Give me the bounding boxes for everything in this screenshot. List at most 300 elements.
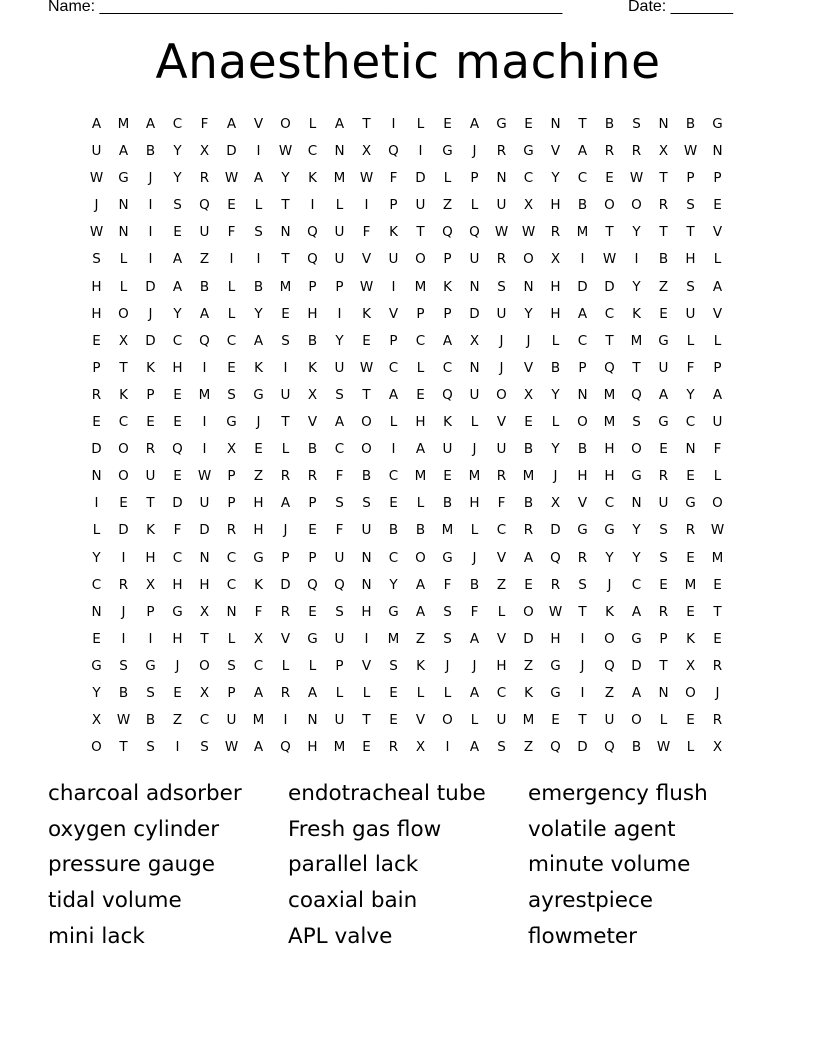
grid-letter: X: [253, 630, 264, 647]
grid-letter: P: [659, 630, 668, 647]
grid-letter: M: [630, 332, 643, 349]
grid-letter: E: [389, 712, 398, 729]
grid-letter: U: [658, 495, 669, 512]
grid-letter: W: [359, 359, 374, 376]
grid-letter: J: [283, 522, 288, 539]
grid-letter: G: [91, 657, 102, 674]
grid-letter: O: [118, 468, 129, 485]
grid-letter: B: [685, 116, 696, 132]
grid-letter: U: [199, 224, 210, 241]
grid-letter: D: [118, 522, 129, 539]
grid-letter: J: [715, 684, 720, 701]
grid-letter: A: [712, 278, 723, 295]
grid-letter: Z: [199, 251, 210, 268]
grid-letter: U: [469, 251, 480, 268]
grid-letter: O: [604, 630, 615, 647]
grid-letter: E: [173, 468, 182, 485]
grid-letter: X: [658, 143, 669, 160]
grid-letter: E: [389, 684, 398, 701]
grid-letter: S: [632, 116, 641, 132]
grid-letter: G: [631, 630, 642, 647]
grid-letter: W: [116, 712, 131, 729]
grid-letter: A: [172, 278, 183, 295]
word-item: endotracheal tube: [288, 781, 486, 806]
name-field: Name: ____________________________________________________: [48, 0, 563, 15]
grid-letter: I: [283, 712, 288, 729]
grid-letter: E: [308, 603, 317, 620]
grid-letter: E: [713, 630, 722, 647]
grid-letter: K: [254, 359, 263, 376]
grid-letter: N: [469, 278, 480, 295]
grid-letter: Y: [335, 332, 344, 349]
grid-letter: S: [443, 603, 452, 620]
grid-letter: D: [469, 305, 480, 322]
grid-letter: L: [281, 441, 290, 458]
grid-letter: M: [198, 386, 211, 403]
grid-letter: N: [523, 278, 534, 295]
grid-letter: E: [119, 495, 128, 512]
grid-letter: Y: [173, 143, 182, 160]
grid-letter: O: [523, 603, 534, 620]
grid-letter: E: [443, 468, 452, 485]
grid-letter: R: [604, 143, 615, 160]
grid-letter: W: [521, 224, 536, 241]
word-list-row: [48, 883, 768, 919]
grid-row: [83, 707, 731, 734]
grid-letter: Y: [605, 549, 614, 566]
grid-letter: R: [145, 441, 156, 458]
grid-letter: H: [604, 468, 615, 485]
grid-letter: V: [415, 712, 426, 729]
grid-letter: E: [362, 739, 371, 756]
word-item: parallel lack: [288, 852, 419, 878]
grid-letter: R: [118, 576, 129, 593]
grid-letter: E: [686, 549, 695, 566]
word-item: volatile agent: [528, 816, 676, 842]
grid-letter: F: [389, 170, 398, 187]
grid-letter: L: [443, 684, 452, 701]
grid-letter: Q: [604, 739, 615, 756]
grid-letter: G: [253, 386, 264, 403]
grid-letter: J: [472, 441, 477, 458]
grid-letter: V: [496, 549, 507, 566]
grid-letter: B: [145, 143, 156, 160]
grid-letter: C: [172, 549, 183, 566]
grid-letter: P: [308, 278, 317, 295]
grid-letter: G: [523, 143, 534, 160]
grid-letter: A: [253, 332, 264, 349]
grid-row: [83, 328, 731, 355]
grid-letter: O: [118, 441, 129, 458]
grid-letter: I: [391, 441, 396, 458]
grid-letter: X: [415, 739, 426, 756]
grid-letter: E: [146, 414, 155, 431]
grid-letter: B: [388, 522, 399, 539]
grid-letter: A: [712, 386, 723, 403]
grid-letter: N: [199, 549, 210, 566]
grid-letter: P: [227, 495, 236, 512]
grid-letter: I: [202, 414, 207, 431]
word-item: APL valve: [288, 923, 393, 949]
grid-letter: R: [280, 468, 291, 485]
grid-letter: R: [496, 143, 507, 160]
grid-letter: X: [712, 739, 723, 756]
grid-letter: I: [445, 739, 450, 756]
grid-letter: U: [145, 468, 156, 485]
grid-letter: Y: [551, 170, 560, 187]
grid-letter: E: [173, 224, 182, 241]
grid-letter: R: [550, 224, 561, 241]
grid-letter: I: [148, 630, 153, 647]
grid-letter: X: [469, 332, 480, 349]
grid-letter: X: [307, 386, 318, 403]
grid-letter: L: [335, 684, 344, 701]
grid-letter: D: [280, 576, 291, 593]
grid-row: [83, 545, 731, 572]
grid-letter: N: [91, 603, 102, 620]
grid-letter: A: [199, 305, 210, 322]
grid-letter: E: [686, 712, 695, 729]
grid-letter: B: [307, 332, 318, 349]
grid-letter: K: [686, 630, 695, 647]
grid-letter: X: [523, 197, 534, 214]
grid-letter: E: [92, 332, 101, 349]
grid-letter: U: [334, 359, 345, 376]
grid-letter: D: [577, 739, 588, 756]
grid-letter: G: [118, 170, 129, 187]
grid-letter: L: [497, 603, 506, 620]
grid-letter: U: [658, 359, 669, 376]
grid-letter: W: [197, 468, 212, 485]
grid-letter: P: [335, 657, 344, 674]
grid-letter: A: [469, 116, 480, 132]
grid-letter: J: [148, 305, 153, 322]
grid-letter: X: [550, 495, 561, 512]
grid-letter: K: [308, 170, 317, 187]
grid-letter: W: [683, 143, 698, 160]
grid-letter: B: [145, 712, 156, 729]
grid-letter: L: [335, 197, 344, 214]
grid-letter: E: [227, 197, 236, 214]
grid-row: [83, 382, 731, 409]
grid-letter: Y: [281, 170, 290, 187]
grid-letter: A: [658, 386, 669, 403]
grid-letter: H: [307, 739, 318, 756]
grid-letter: O: [685, 684, 696, 701]
grid-letter: Q: [604, 359, 615, 376]
grid-row: [83, 463, 731, 490]
grid-letter: R: [91, 386, 102, 403]
grid-letter: G: [550, 657, 561, 674]
grid-letter: V: [577, 495, 588, 512]
grid-letter: S: [497, 739, 506, 756]
grid-letter: A: [226, 116, 237, 132]
grid-letter: U: [469, 386, 480, 403]
grid-letter: B: [415, 522, 426, 539]
grid-letter: H: [550, 278, 561, 295]
grid-letter: J: [499, 332, 504, 349]
grid-letter: F: [497, 495, 506, 512]
grid-letter: U: [334, 224, 345, 241]
grid-letter: U: [496, 305, 507, 322]
grid-letter: E: [605, 170, 614, 187]
grid-letter: T: [146, 495, 155, 512]
grid-letter: P: [335, 278, 344, 295]
grid-letter: B: [442, 495, 453, 512]
grid-letter: L: [308, 116, 317, 132]
grid-letter: Y: [92, 549, 101, 566]
grid-letter: J: [472, 549, 477, 566]
grid-letter: Z: [253, 468, 264, 485]
grid-letter: J: [553, 468, 558, 485]
grid-letter: E: [92, 414, 101, 431]
grid-letter: H: [550, 305, 561, 322]
grid-letter: W: [548, 603, 563, 620]
grid-letter: C: [685, 414, 696, 431]
grid-letter: M: [279, 278, 292, 295]
grid-letter: I: [364, 197, 369, 214]
grid-letter: S: [281, 332, 290, 349]
grid-letter: C: [523, 170, 534, 187]
grid-letter: O: [118, 305, 129, 322]
grid-letter: G: [388, 603, 399, 620]
grid-letter: K: [443, 414, 452, 431]
grid-letter: E: [443, 116, 452, 132]
grid-letter: X: [91, 712, 102, 729]
grid-letter: X: [199, 143, 210, 160]
grid-letter: N: [631, 495, 642, 512]
grid-letter: E: [173, 684, 182, 701]
word-item: mini lack: [48, 923, 145, 949]
grid-letter: B: [118, 684, 129, 701]
grid-letter: S: [146, 739, 155, 756]
grid-letter: J: [94, 197, 99, 214]
grid-letter: M: [522, 712, 535, 729]
grid-letter: M: [576, 224, 589, 241]
grid-letter: R: [712, 657, 723, 674]
grid-letter: A: [415, 603, 426, 620]
grid-letter: Y: [686, 386, 695, 403]
grid-letter: C: [415, 332, 426, 349]
grid-letter: B: [523, 495, 534, 512]
grid-letter: U: [415, 197, 426, 214]
grid-letter: S: [632, 414, 641, 431]
grid-letter: Z: [604, 684, 615, 701]
grid-letter: C: [226, 576, 237, 593]
grid-letter: F: [227, 224, 236, 241]
grid-row: [83, 626, 731, 653]
grid-letter: G: [496, 116, 507, 132]
grid-letter: I: [256, 251, 261, 268]
grid-letter: J: [526, 332, 531, 349]
grid-letter: Q: [442, 224, 453, 241]
grid-letter: W: [494, 224, 509, 241]
grid-letter: Q: [388, 143, 399, 160]
grid-letter: A: [469, 684, 480, 701]
word-item: flowmeter: [528, 923, 637, 949]
grid-letter: H: [145, 549, 156, 566]
grid-letter: H: [253, 495, 264, 512]
grid-letter: U: [685, 305, 696, 322]
grid-letter: O: [91, 739, 102, 756]
grid-letter: E: [551, 712, 560, 729]
grid-letter: Z: [172, 712, 183, 729]
grid-letter: C: [253, 657, 264, 674]
grid-row: [83, 274, 731, 301]
grid-letter: C: [442, 359, 453, 376]
grid-letter: I: [148, 224, 153, 241]
grid-letter: I: [337, 305, 342, 322]
grid-letter: N: [334, 143, 345, 160]
grid-letter: S: [659, 549, 668, 566]
grid-row: [83, 165, 731, 192]
grid-letter: E: [659, 441, 668, 458]
grid-letter: E: [686, 468, 695, 485]
grid-letter: X: [361, 143, 372, 160]
grid-letter: P: [470, 170, 479, 187]
grid-letter: V: [361, 251, 372, 268]
grid-letter: A: [307, 684, 318, 701]
grid-letter: L: [119, 278, 128, 295]
grid-letter: S: [227, 657, 236, 674]
grid-letter: D: [604, 278, 615, 295]
grid-letter: N: [361, 576, 372, 593]
grid-letter: S: [389, 657, 398, 674]
grid-letter: K: [632, 305, 641, 322]
grid-letter: R: [199, 170, 210, 187]
grid-letter: C: [307, 143, 318, 160]
grid-letter: Y: [632, 522, 641, 539]
grid-letter: F: [470, 603, 479, 620]
grid-letter: V: [550, 143, 561, 160]
grid-letter: P: [686, 170, 695, 187]
grid-letter: A: [253, 739, 264, 756]
grid-letter: Q: [172, 441, 183, 458]
grid-letter: C: [604, 305, 615, 322]
grid-letter: W: [359, 170, 374, 187]
grid-letter: R: [523, 522, 534, 539]
grid-letter: L: [443, 170, 452, 187]
grid-row: [83, 653, 731, 680]
grid-letter: L: [254, 197, 263, 214]
grid-letter: R: [388, 739, 399, 756]
grid-letter: P: [227, 468, 236, 485]
grid-letter: M: [117, 116, 130, 132]
grid-letter: D: [91, 441, 102, 458]
grid-row: [83, 192, 731, 219]
grid-letter: F: [335, 468, 344, 485]
grid-letter: P: [443, 251, 452, 268]
grid-letter: L: [470, 522, 479, 539]
grid-letter: T: [119, 739, 128, 756]
grid-letter: A: [91, 116, 102, 132]
grid-letter: F: [443, 576, 452, 593]
grid-letter: G: [442, 143, 453, 160]
grid-letter: T: [281, 197, 290, 214]
grid-letter: U: [226, 712, 237, 729]
grid-row: [83, 409, 731, 436]
grid-letter: E: [524, 576, 533, 593]
grid-letter: H: [469, 495, 480, 512]
grid-letter: W: [656, 739, 671, 756]
grid-letter: G: [145, 657, 156, 674]
grid-letter: R: [658, 197, 669, 214]
grid-letter: W: [224, 739, 239, 756]
grid-letter: O: [361, 441, 372, 458]
grid-letter: X: [145, 576, 156, 593]
grid-letter: B: [577, 197, 588, 214]
grid-letter: C: [577, 170, 588, 187]
grid-letter: L: [470, 414, 479, 431]
grid-letter: E: [254, 441, 263, 458]
grid-letter: R: [685, 522, 696, 539]
grid-letter: V: [388, 305, 399, 322]
grid-letter: E: [416, 386, 425, 403]
grid-letter: A: [145, 116, 156, 132]
grid-letter: C: [604, 495, 615, 512]
grid-letter: A: [415, 441, 426, 458]
grid-letter: C: [388, 549, 399, 566]
grid-letter: S: [254, 224, 263, 241]
grid-letter: L: [470, 197, 479, 214]
grid-letter: Q: [307, 251, 318, 268]
grid-letter: M: [684, 576, 697, 593]
grid-letter: B: [361, 468, 372, 485]
grid-letter: S: [146, 684, 155, 701]
grid-letter: S: [335, 603, 344, 620]
grid-letter: E: [281, 305, 290, 322]
grid-letter: E: [362, 332, 371, 349]
grid-letter: W: [359, 278, 374, 295]
grid-letter: E: [524, 116, 533, 132]
grid-letter: A: [442, 332, 453, 349]
grid-letter: B: [307, 441, 318, 458]
grid-letter: E: [524, 414, 533, 431]
grid-letter: S: [200, 739, 209, 756]
grid-letter: W: [278, 143, 293, 160]
grid-letter: O: [631, 197, 642, 214]
grid-letter: U: [361, 522, 372, 539]
grid-letter: U: [334, 251, 345, 268]
grid-letter: X: [523, 386, 534, 403]
grid-letter: A: [577, 305, 588, 322]
grid-letter: I: [148, 197, 153, 214]
grid-letter: L: [470, 712, 479, 729]
grid-letter: C: [172, 332, 183, 349]
grid-letter: T: [605, 332, 614, 349]
word-list-row: [48, 919, 768, 955]
word-list-row: [48, 812, 768, 848]
grid-letter: S: [686, 278, 695, 295]
grid-letter: N: [361, 549, 372, 566]
grid-letter: S: [686, 197, 695, 214]
page-title: Anaesthetic machine: [155, 35, 661, 90]
grid-letter: T: [281, 251, 290, 268]
word-list: [48, 776, 768, 954]
grid-letter: J: [580, 657, 585, 674]
grid-letter: L: [713, 332, 722, 349]
grid-letter: H: [550, 197, 561, 214]
grid-letter: P: [416, 305, 425, 322]
grid-letter: V: [361, 657, 372, 674]
grid-row: [83, 138, 731, 165]
grid-letter: M: [414, 468, 427, 485]
grid-letter: X: [226, 441, 237, 458]
grid-letter: U: [91, 143, 102, 160]
grid-letter: U: [496, 197, 507, 214]
grid-letter: I: [580, 251, 585, 268]
grid-letter: T: [578, 712, 587, 729]
